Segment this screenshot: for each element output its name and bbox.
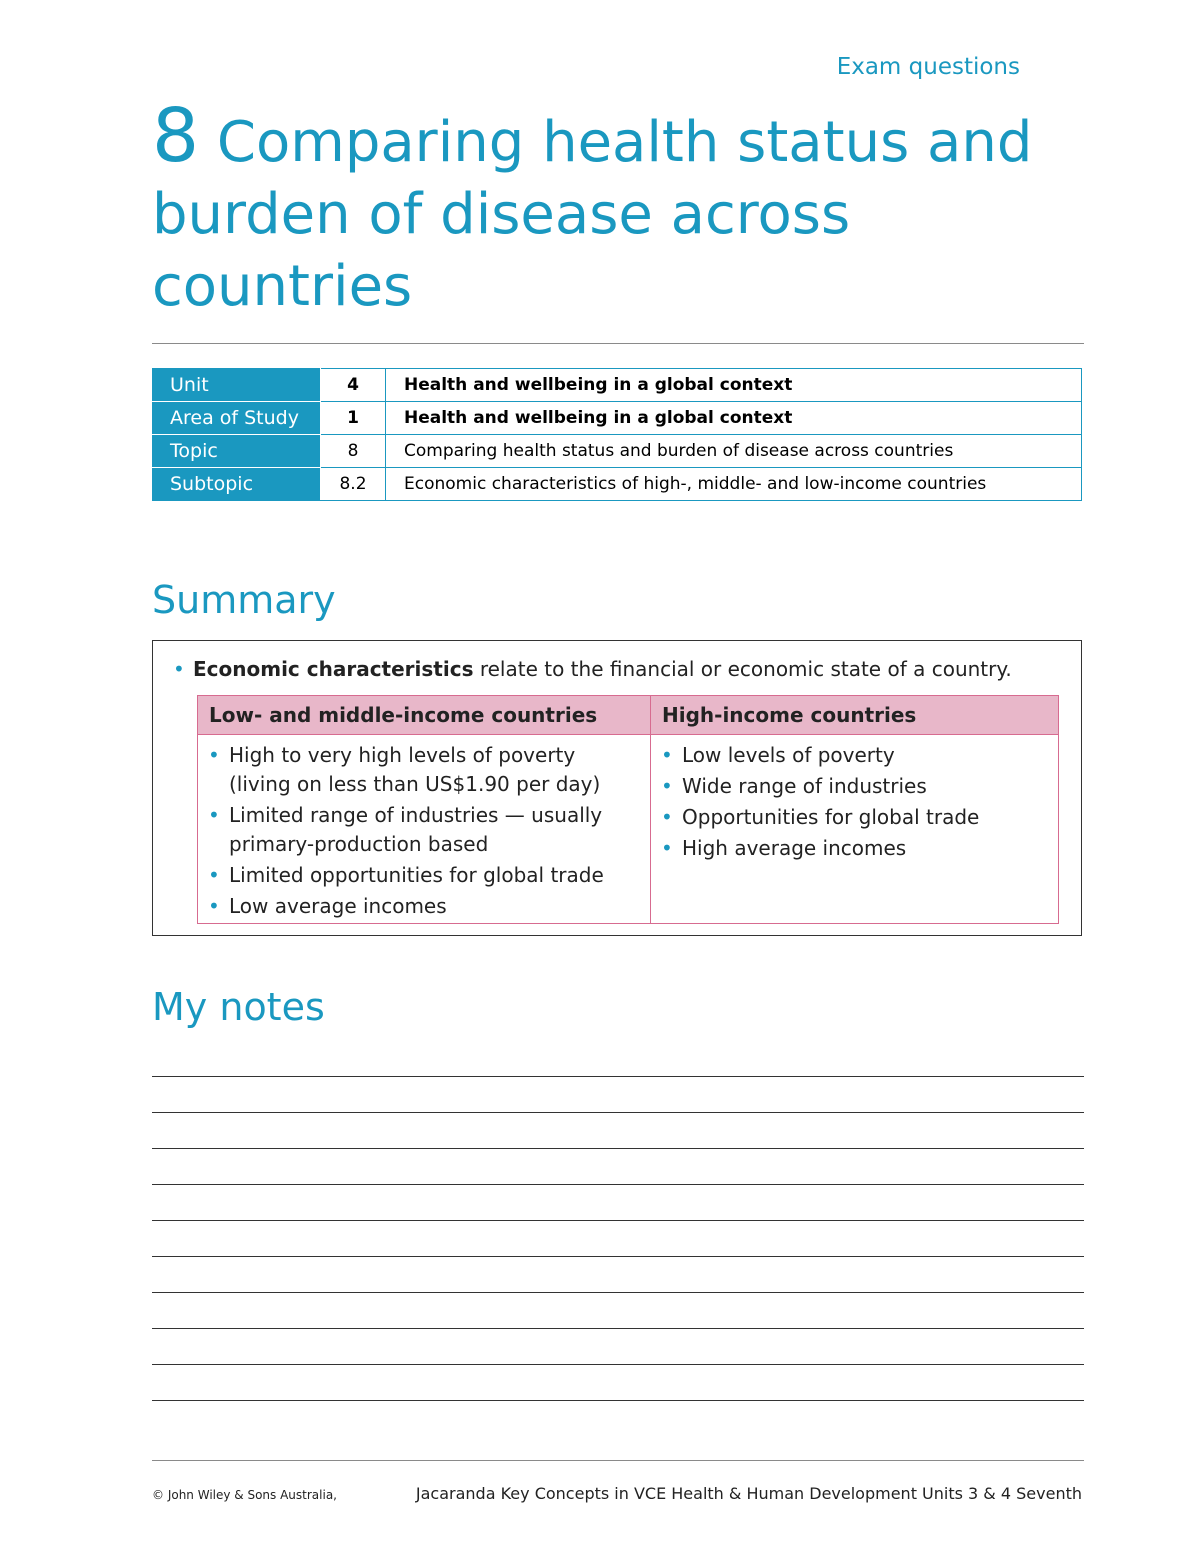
high-income-list [661, 741, 1048, 863]
meta-description: Health and wellbeing in a global context [386, 402, 1082, 435]
summary-heading: Summary [152, 578, 336, 622]
note-line[interactable] [152, 1400, 1084, 1401]
table-header-row [198, 696, 1059, 735]
meta-description: Health and wellbeing in a global context [386, 369, 1082, 402]
low-middle-income-cell [198, 735, 651, 924]
note-line[interactable] [152, 1148, 1084, 1149]
low-middle-income-list [208, 741, 640, 921]
bullet-icon: • [173, 657, 185, 681]
topic-info-table [152, 368, 1082, 501]
note-line[interactable] [152, 1076, 1084, 1077]
table-row [153, 369, 1082, 402]
meta-key: Topic [153, 435, 321, 468]
note-line[interactable] [152, 1364, 1084, 1365]
list-item: • Limited opportunities for global trade [208, 861, 640, 890]
meta-number: 8 [321, 435, 386, 468]
list-item: • Low levels of poverty [661, 741, 1048, 770]
income-comparison-table [197, 695, 1059, 924]
note-line[interactable] [152, 1112, 1084, 1113]
note-line[interactable] [152, 1220, 1084, 1221]
list-item: • Limited range of industries — usually primary-production based [208, 801, 640, 859]
note-line[interactable] [152, 1184, 1084, 1185]
note-line[interactable] [152, 1328, 1084, 1329]
meta-number: 4 [321, 369, 386, 402]
summary-bullet-text: relate to the financial or economic state of a country. [473, 657, 1012, 681]
table-row [153, 435, 1082, 468]
list-item: • Low average incomes [208, 892, 640, 921]
list-item: • High to very high levels of poverty (living on less than US$1.90 per day) [208, 741, 640, 799]
meta-number: 8.2 [321, 468, 386, 501]
list-item: • Wide range of industries [661, 772, 1048, 801]
footer-divider [152, 1460, 1084, 1461]
chapter-title [152, 93, 1102, 323]
table-row [153, 402, 1082, 435]
meta-key: Unit [153, 369, 321, 402]
high-income-cell [651, 735, 1059, 924]
table-row [198, 735, 1059, 924]
notes-heading: My notes [152, 985, 325, 1029]
title-divider [152, 343, 1084, 344]
note-line[interactable] [152, 1256, 1084, 1257]
meta-key: Area of Study [153, 402, 321, 435]
summary-bullet-term: Economic characteristics [193, 657, 474, 681]
list-item: • High average incomes [661, 834, 1048, 863]
meta-description: Comparing health status and burden of disease across countries [386, 435, 1082, 468]
column-header-high-income: High-income countries [651, 696, 1059, 735]
meta-key: Subtopic [153, 468, 321, 501]
section-label: Exam questions [836, 54, 1020, 80]
footer-copyright: © John Wiley & Sons Australia, [152, 1488, 337, 1502]
chapter-title-text: Comparing health status and burden of disease across countries [152, 110, 1033, 319]
summary-box [152, 640, 1082, 936]
column-header-low-middle-income: Low- and middle-income countries [198, 696, 651, 735]
list-item: • Opportunities for global trade [661, 803, 1048, 832]
meta-number: 1 [321, 402, 386, 435]
table-row [153, 468, 1082, 501]
summary-bullet [173, 657, 1012, 681]
chapter-number: 8 [152, 93, 200, 179]
footer-book-title: Jacaranda Key Concepts in VCE Health & Human Development Units 3 & 4 Seventh [415, 1484, 1082, 1503]
note-line[interactable] [152, 1292, 1084, 1293]
meta-description: Economic characteristics of high-, middle- and low-income countries [386, 468, 1082, 501]
